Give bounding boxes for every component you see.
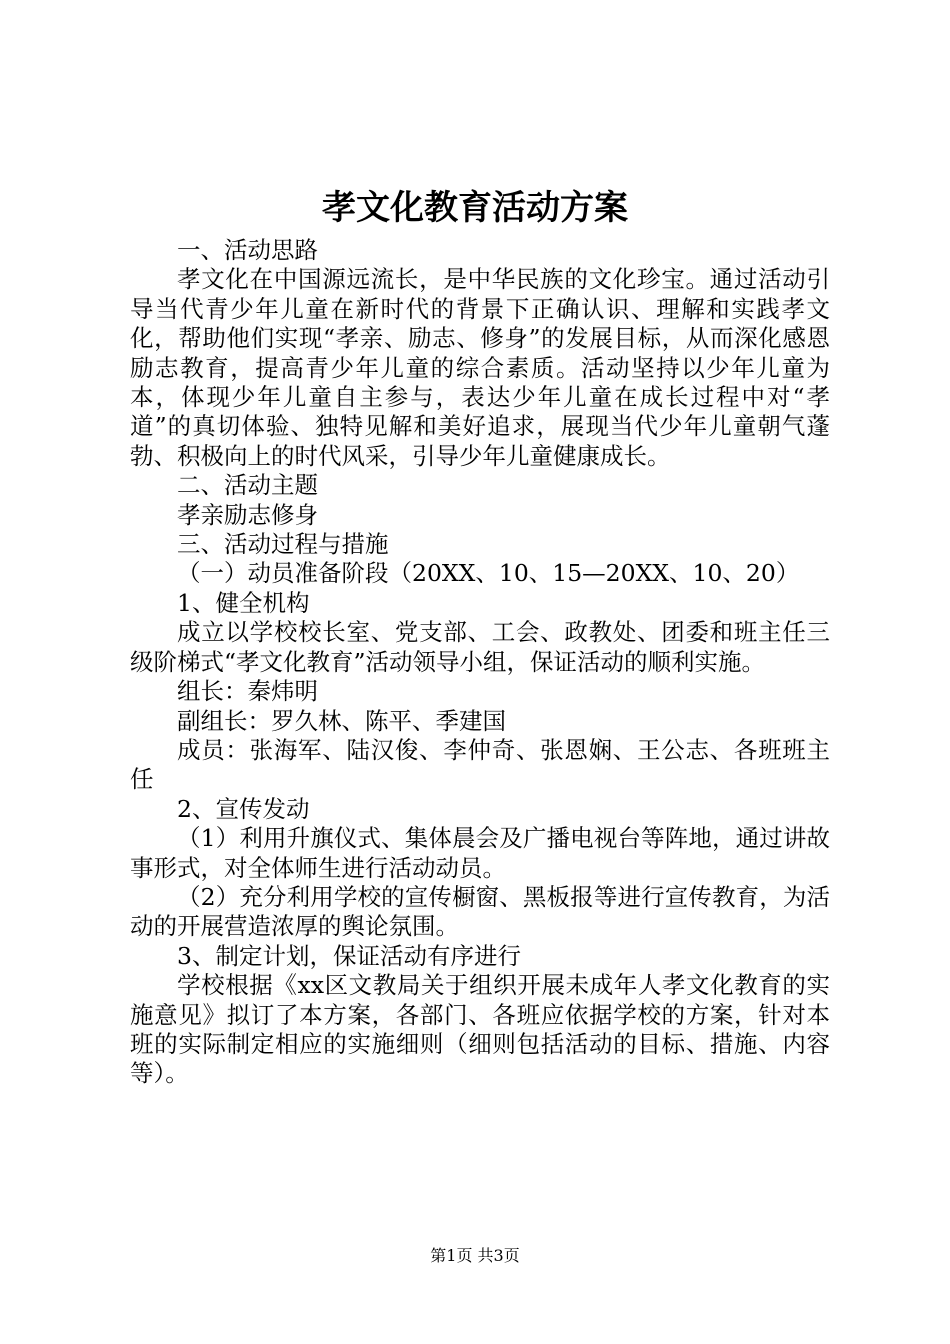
line-members: 成员：张海军、陆汉俊、李仲奇、张恩娴、王公志、各班班主任 <box>130 735 830 794</box>
paragraph-activity-idea: 孝文化在中国源远流长，是中华民族的文化珍宝。通过活动引导当代青少年儿童在新时代的背景下正确认识、理解和实践孝文化，帮助他们实现“孝亲、励志、修身”的发展目标，从而深化感恩励志教育，提高青少年儿童的综合素质。活动坚持以少年儿童为本，体现少年儿童自主参与，表达少年儿童在成长过程中对“孝道”的真切体验、独特见解和美好追求，展现当代少年儿童朝气蓬勃、积极向上的时代风采，引导少年儿童健康成长。 <box>130 265 830 470</box>
line-group-leader: 组长：秦炜明 <box>177 677 318 706</box>
line-deputy-leaders: 副组长：罗久林、陈平、季建国 <box>177 706 506 735</box>
heading-activity-idea: 一、活动思路 <box>177 236 318 264</box>
paragraph-activity-theme: 孝亲励志修身 <box>177 500 318 529</box>
paragraph-organization: 成立以学校校长室、党支部、工会、政教处、团委和班主任三级阶梯式“孝文化教育”活动领导小组，保证活动的顺利实施。 <box>130 618 830 676</box>
paragraph-publicity-2: （2）充分利用学校的宣传橱窗、黑板报等进行宣传教育，为活动的开展营造浓厚的舆论氛围。 <box>130 882 830 941</box>
item-organization: 1、健全机构 <box>177 588 310 617</box>
paragraph-planning: 学校根据《xx区文教局关于组织开展未成年人孝文化教育的实施意见》拟订了本方案，各部门、各班应依据学校的方案，针对本班的实际制定相应的实施细则（细则包括活动的目标、措施、内容等）。 <box>130 971 830 1088</box>
subheading-mobilization-stage: （一）动员准备阶段（20XX、10、15—20XX、10、20） <box>177 559 800 588</box>
heading-activity-theme: 二、活动主题 <box>177 471 318 500</box>
item-planning: 3、制定计划，保证活动有序进行 <box>177 941 521 970</box>
item-publicity: 2、宣传发动 <box>177 794 310 823</box>
heading-activity-process: 三、活动过程与措施 <box>177 530 389 559</box>
document-title: 孝文化教育活动方案 <box>322 188 628 228</box>
page-footer: 第1页 共3页 <box>430 1246 520 1265</box>
paragraph-publicity-1: （1）利用升旗仪式、集体晨会及广播电视台等阵地，通过讲故事形式，对全体师生进行活动动员。 <box>130 824 830 882</box>
document-body <box>130 236 830 1089</box>
